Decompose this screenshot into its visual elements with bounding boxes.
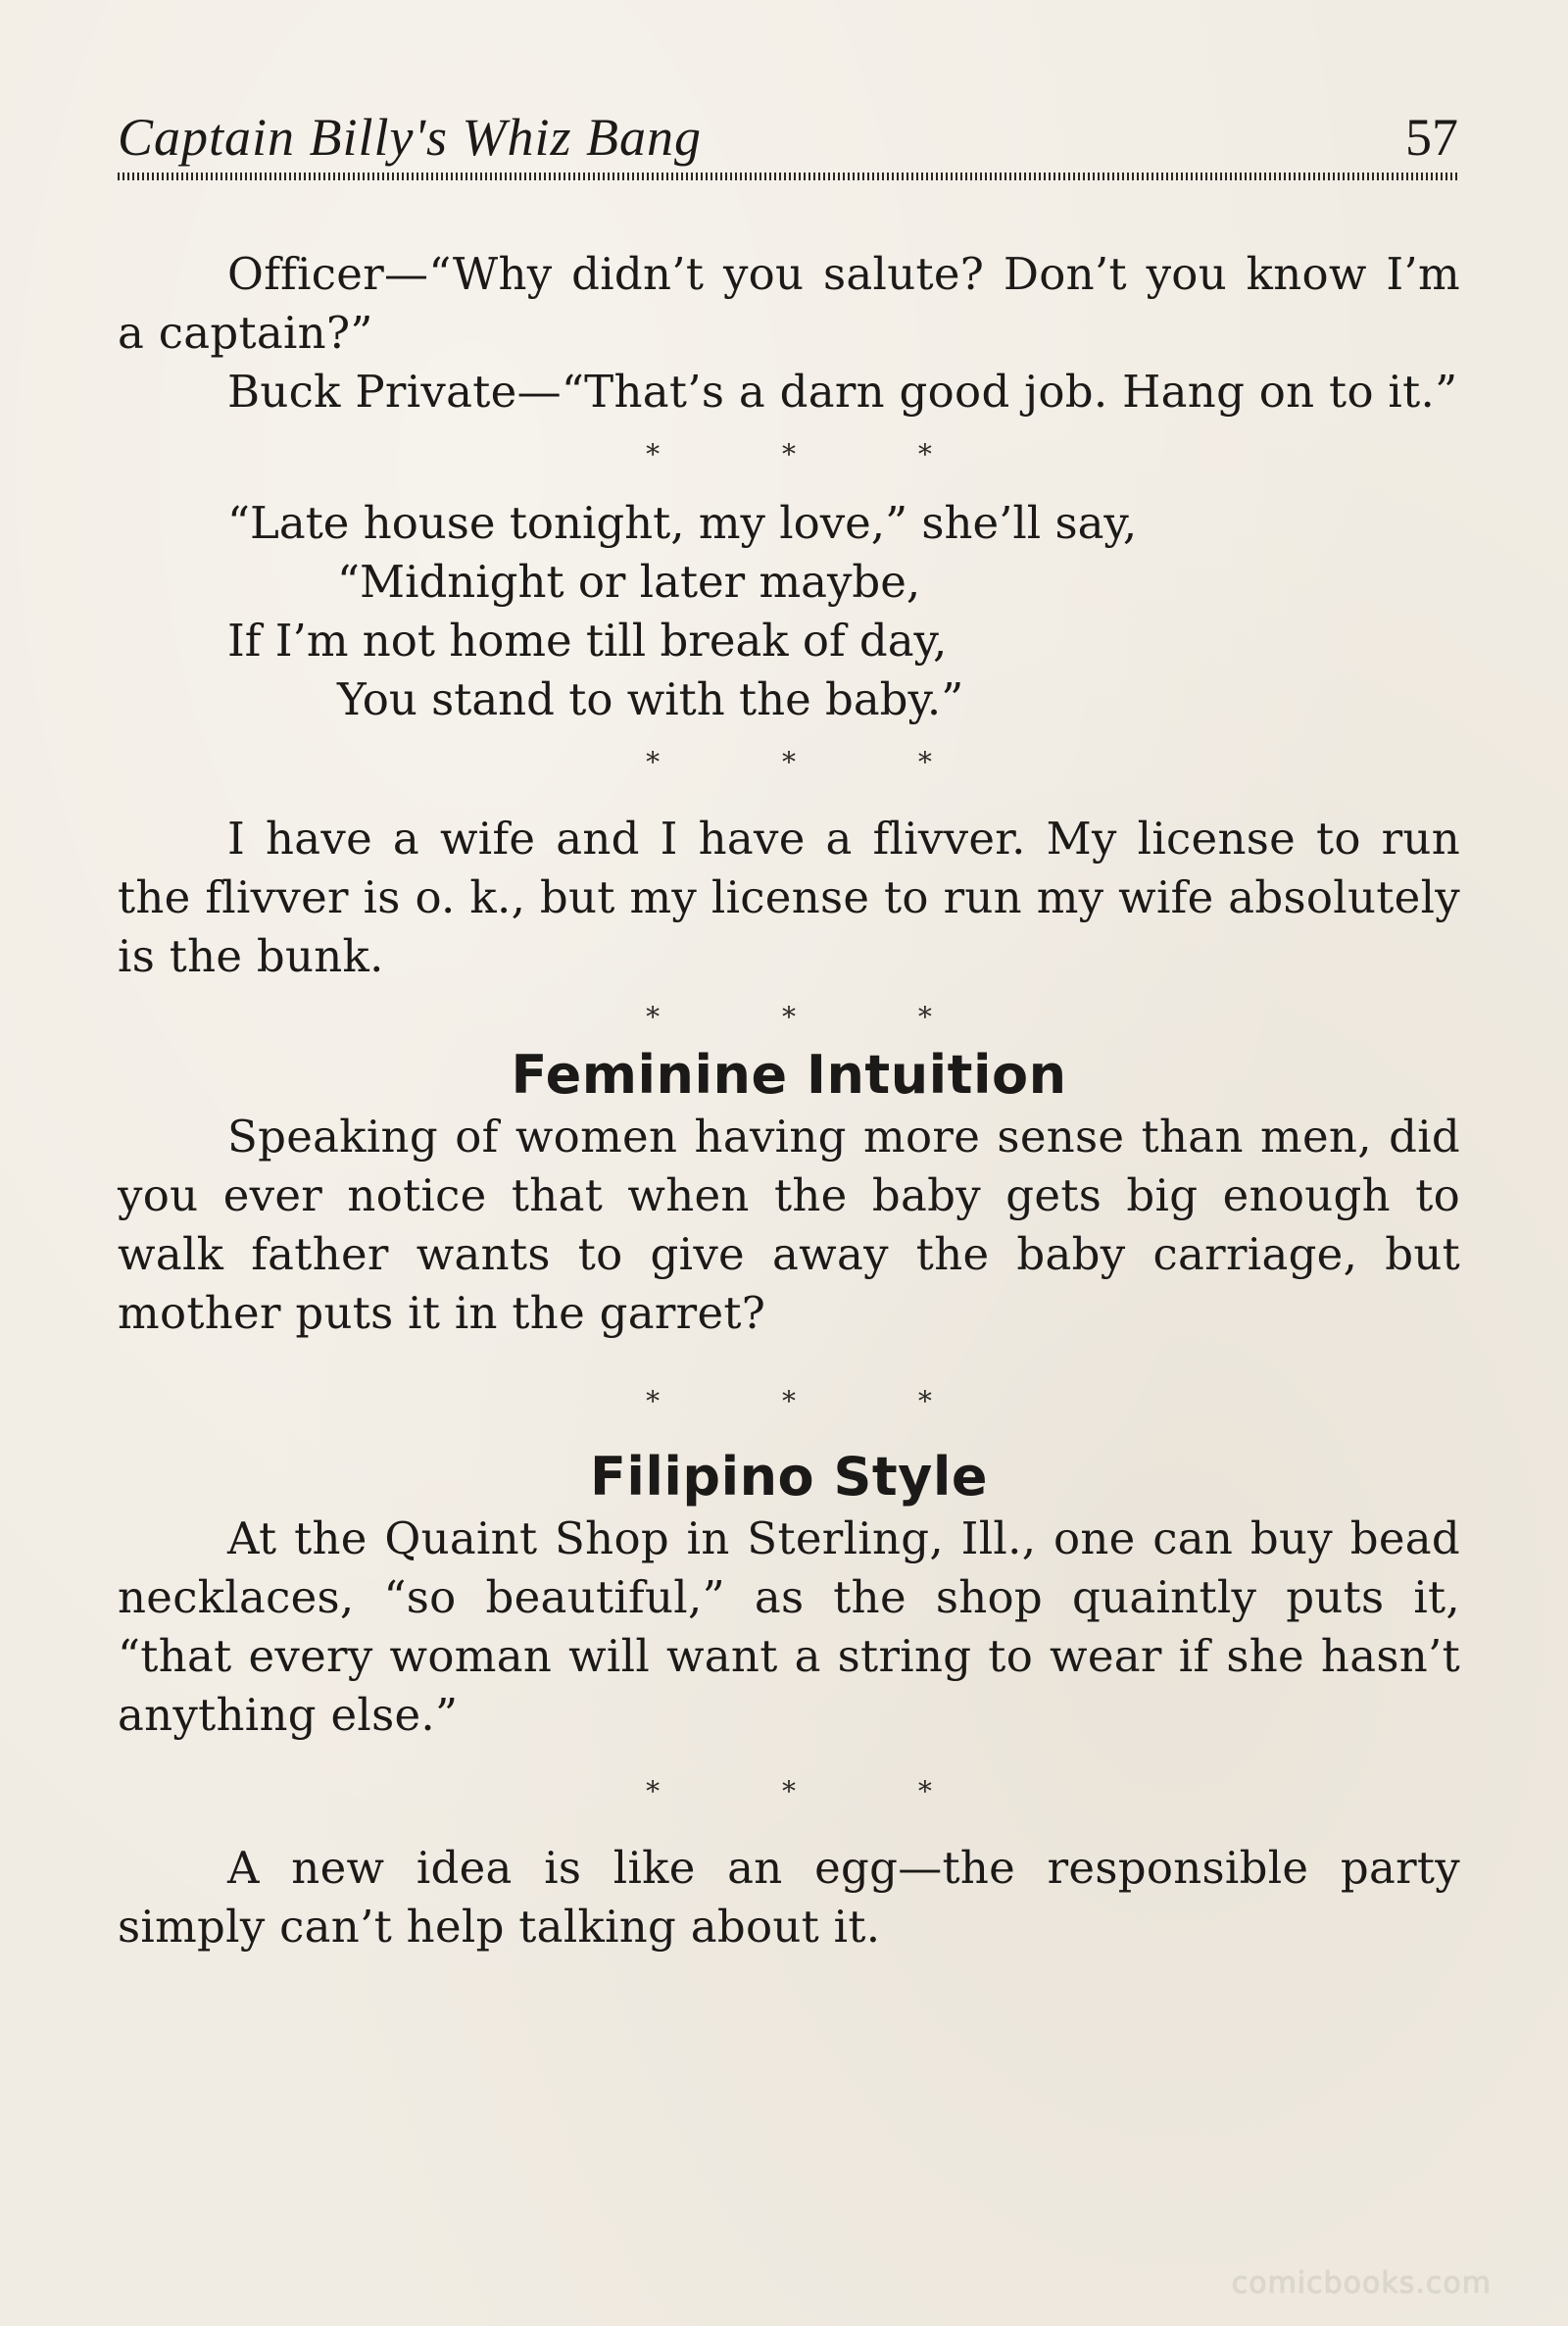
private-line: Buck Private—“That’s a darn good job. Hang on to it.” xyxy=(227,366,1458,418)
feminine-paragraph: Speaking of women having more sense than men, did you ever notice that when the baby gets big enough to walk father wants to give away the baby carriage, but mother puts it in the garret? xyxy=(118,1111,1460,1339)
header-rule xyxy=(118,173,1458,180)
egg-paragraph: A new idea is like an egg—the responsible party simply can’t help talking about it. xyxy=(118,1842,1460,1953)
separator-stars: * * * xyxy=(646,1001,989,1033)
page-content xyxy=(118,245,1460,1956)
poem-line-3: If I’m not home till break of day, xyxy=(227,615,948,667)
running-title: Captain Billy's Whiz Bang xyxy=(118,108,703,167)
filipino-paragraph: At the Quaint Shop in Sterling, Ill., one can buy bead necklaces, “so beautiful,” as the shop quaintly puts it, “that every woman will want a string to wear if she hasn’t anything else.” xyxy=(118,1512,1460,1741)
separator-stars: * * * xyxy=(646,746,989,778)
officer-line: Officer—“Why didn’t you salute? Don’t you know I’m a captain?” xyxy=(118,248,1460,359)
separator-stars: * * * xyxy=(646,1385,989,1417)
running-head xyxy=(118,106,1458,169)
page-number: 57 xyxy=(1405,108,1458,167)
separator-stars: * * * xyxy=(646,1775,989,1807)
heading-feminine-intuition: Feminine Intuition xyxy=(511,1044,1067,1106)
poem-line-1: “Late house tonight, my love,” she’ll say, xyxy=(227,497,1138,549)
watermark: comicbooks.com xyxy=(1231,2266,1492,2301)
flivver-paragraph: I have a wife and I have a flivver. My license to run the flivver is o. k., but my license to run my wife absolutely is the bunk. xyxy=(118,813,1460,982)
separator-stars: * * * xyxy=(646,438,989,470)
heading-filipino-style: Filipino Style xyxy=(590,1446,988,1508)
poem xyxy=(118,494,1460,729)
poem-line-2: “Midnight or later maybe, xyxy=(337,556,921,608)
poem-line-4: You stand to with the baby.” xyxy=(337,673,964,725)
